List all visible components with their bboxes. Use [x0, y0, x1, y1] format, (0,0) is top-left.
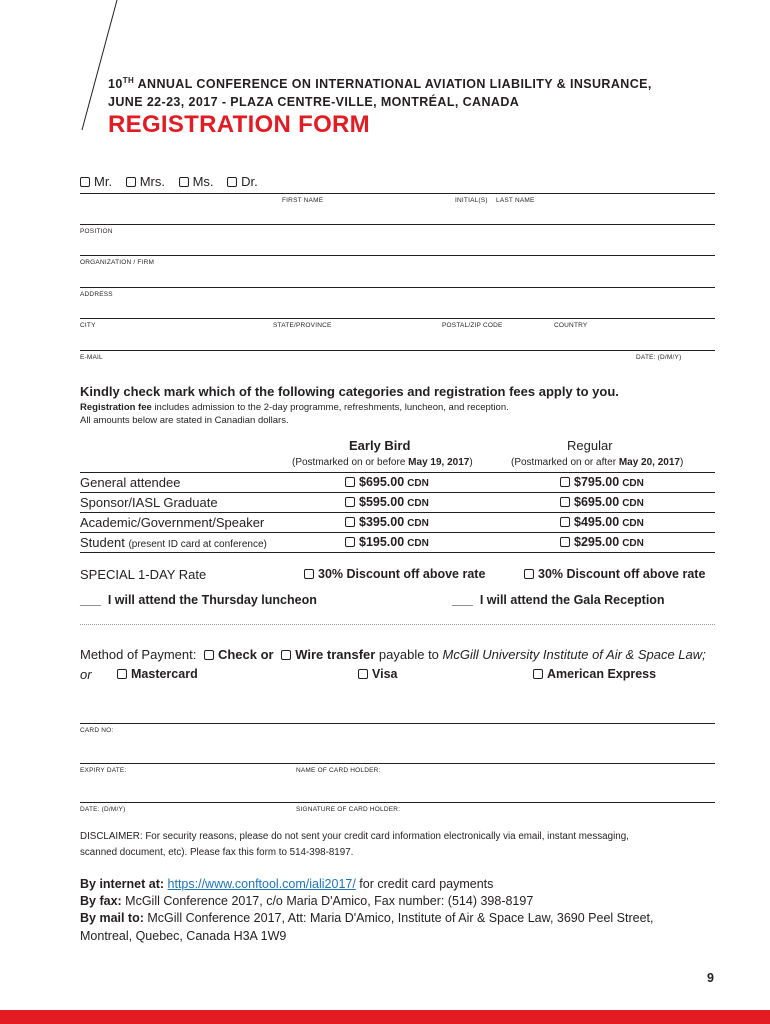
regular-fee-option[interactable]: $795.00 CDN: [560, 475, 644, 489]
state-label: STATE/PROVINCE: [273, 322, 332, 329]
payment-date-label: DATE: (D/M/Y): [80, 806, 126, 813]
contact-internet: By internet at: https://www.conftool.com/iali2017/ for credit card payments: [80, 877, 494, 891]
fee-row-label: Student (present ID card at conference): [80, 535, 267, 550]
contact-mail: By mail to: McGill Conference 2017, Att: Maria D'Amico, Institute of Air & Space Law, 3690 Peel Street,: [80, 911, 654, 925]
section-divider: [80, 624, 715, 625]
checkbox-icon[interactable]: [126, 177, 136, 187]
disclaimer-line1: DISCLAIMER: For security reasons, please do not sent your credit card information electronically via email, instant messaging,: [80, 831, 629, 842]
country-label: COUNTRY: [554, 322, 588, 329]
checkbox-icon[interactable]: [179, 177, 189, 187]
card-number-label: CARD NO:: [80, 727, 114, 734]
regular-fee-option[interactable]: $495.00 CDN: [560, 515, 644, 529]
date-label: DATE: (D/M/Y): [636, 354, 682, 361]
position-field-line[interactable]: [80, 224, 715, 225]
checkbox-icon[interactable]: [281, 650, 291, 660]
regular-title: Regular: [567, 438, 613, 453]
fee-row-divider: [80, 512, 715, 513]
thursday-luncheon-option[interactable]: ___ I will attend the Thursday luncheon: [80, 593, 317, 607]
checkbox-icon[interactable]: [304, 569, 314, 579]
regular-fee-option[interactable]: $695.00 CDN: [560, 495, 644, 509]
fees-heading: Kindly check mark which of the following categories and registration fees apply to you.: [80, 384, 619, 399]
footer-red-bar: [0, 1010, 770, 1024]
disclaimer-line2: scanned document, etc). Please fax this form to 514-398-8197.: [80, 847, 354, 858]
fee-row-divider: [80, 552, 715, 553]
payment-method-line: Method of Payment: Check or Wire transfer payable to McGill University Institute of Air & Space Law;: [80, 647, 706, 662]
checkbox-icon[interactable]: [345, 517, 355, 527]
checkbox-icon[interactable]: [345, 497, 355, 507]
page-number: 9: [707, 971, 714, 985]
fees-note: Registration fee includes admission to the 2-day programme, refreshments, luncheon, and reception.: [80, 402, 509, 413]
early-fee-option[interactable]: $395.00 CDN: [345, 515, 429, 529]
payment-visa-option[interactable]: Visa: [358, 667, 398, 681]
checkbox-icon[interactable]: [524, 569, 534, 579]
salutation-options: [80, 174, 258, 189]
salutation-mrs[interactable]: Mrs.: [126, 174, 165, 189]
salutation-dr[interactable]: Dr.: [227, 174, 258, 189]
contact-fax: By fax: McGill Conference 2017, c/o Maria D'Amico, Fax number: (514) 398-8197: [80, 894, 534, 908]
position-label: POSITION: [80, 228, 113, 235]
fee-row-divider: [80, 492, 715, 493]
checkbox-icon[interactable]: [560, 477, 570, 487]
checkbox-icon[interactable]: [227, 177, 237, 187]
conference-date-location: JUNE 22-23, 2017 - PLAZA CENTRE-VILLE, MONTRÉAL, CANADA: [108, 95, 520, 109]
checkbox-icon[interactable]: [560, 537, 570, 547]
email-field-line[interactable]: [80, 350, 715, 351]
early-fee-option[interactable]: $195.00 CDN: [345, 535, 429, 549]
checkbox-icon[interactable]: [345, 477, 355, 487]
early-fee-option[interactable]: $595.00 CDN: [345, 495, 429, 509]
checkbox-icon[interactable]: [533, 669, 543, 679]
regular-fee-option[interactable]: $295.00 CDN: [560, 535, 644, 549]
special-regular-option[interactable]: 30% Discount off above rate: [524, 567, 705, 581]
fee-row-label: Sponsor/IASL Graduate: [80, 495, 218, 510]
checkbox-icon[interactable]: [117, 669, 127, 679]
signature-field-line[interactable]: [80, 802, 715, 803]
payment-wire-option[interactable]: Wire transfer: [281, 647, 375, 662]
first-name-label: FIRST NAME: [282, 197, 324, 204]
checkbox-icon[interactable]: [560, 497, 570, 507]
special-rate-label: SPECIAL 1-DAY Rate: [80, 567, 207, 582]
special-early-option[interactable]: 30% Discount off above rate: [304, 567, 485, 581]
payment-mastercard-option[interactable]: Mastercard: [117, 667, 198, 681]
checkbox-icon[interactable]: [560, 517, 570, 527]
checkbox-icon[interactable]: [80, 177, 90, 187]
organization-label: ORGANIZATION / FIRM: [80, 259, 155, 266]
early-bird-subtitle: (Postmarked on or before May 19, 2017): [292, 457, 473, 468]
early-bird-title: Early Bird: [349, 438, 411, 453]
organization-field-line[interactable]: [80, 255, 715, 256]
initials-label: INITIAL(S): [455, 197, 488, 204]
salutation-mr[interactable]: Mr.: [80, 174, 112, 189]
card-holder-name-label: NAME OF CARD HOLDER:: [296, 767, 381, 774]
signature-label: SIGNATURE OF CARD HOLDER:: [296, 806, 401, 813]
address-field-line[interactable]: [80, 287, 715, 288]
fee-row-divider: [80, 532, 715, 533]
regular-subtitle: (Postmarked on or after May 20, 2017): [511, 457, 684, 468]
payment-or-label: or: [80, 667, 92, 682]
checkbox-icon[interactable]: [358, 669, 368, 679]
fee-row-label: Academic/Government/Speaker: [80, 515, 265, 530]
expiry-label: EXPIRY DATE:: [80, 767, 127, 774]
conference-title-line1: 10TH ANNUAL CONFERENCE ON INTERNATIONAL AVIATION LIABILITY & INSURANCE,: [108, 75, 652, 91]
card-number-field-line[interactable]: [80, 723, 715, 724]
payment-check-option[interactable]: Check or: [204, 647, 274, 662]
city-label: CITY: [80, 322, 96, 329]
page-title: REGISTRATION FORM: [108, 111, 370, 138]
city-field-line[interactable]: [80, 318, 715, 319]
fee-row-label: General attendee: [80, 475, 181, 490]
email-label: E-MAIL: [80, 354, 103, 361]
expiry-field-line[interactable]: [80, 763, 715, 764]
postal-label: POSTAL/ZIP CODE: [442, 322, 503, 329]
address-label: ADDRESS: [80, 291, 113, 298]
fee-table-divider: [80, 472, 715, 473]
fees-currency-note: All amounts below are stated in Canadian dollars.: [80, 415, 289, 426]
name-field-line[interactable]: [80, 193, 715, 194]
checkbox-icon[interactable]: [345, 537, 355, 547]
early-fee-option[interactable]: $695.00 CDN: [345, 475, 429, 489]
checkbox-icon[interactable]: [204, 650, 214, 660]
conftool-link[interactable]: https://www.conftool.com/iali2017/: [167, 877, 356, 891]
contact-mail-line2: Montreal, Quebec, Canada H3A 1W9: [80, 929, 287, 943]
gala-reception-option[interactable]: ___ I will attend the Gala Reception: [452, 593, 665, 607]
salutation-ms[interactable]: Ms.: [179, 174, 214, 189]
payment-amex-option[interactable]: American Express: [533, 667, 656, 681]
last-name-label: LAST NAME: [496, 197, 535, 204]
